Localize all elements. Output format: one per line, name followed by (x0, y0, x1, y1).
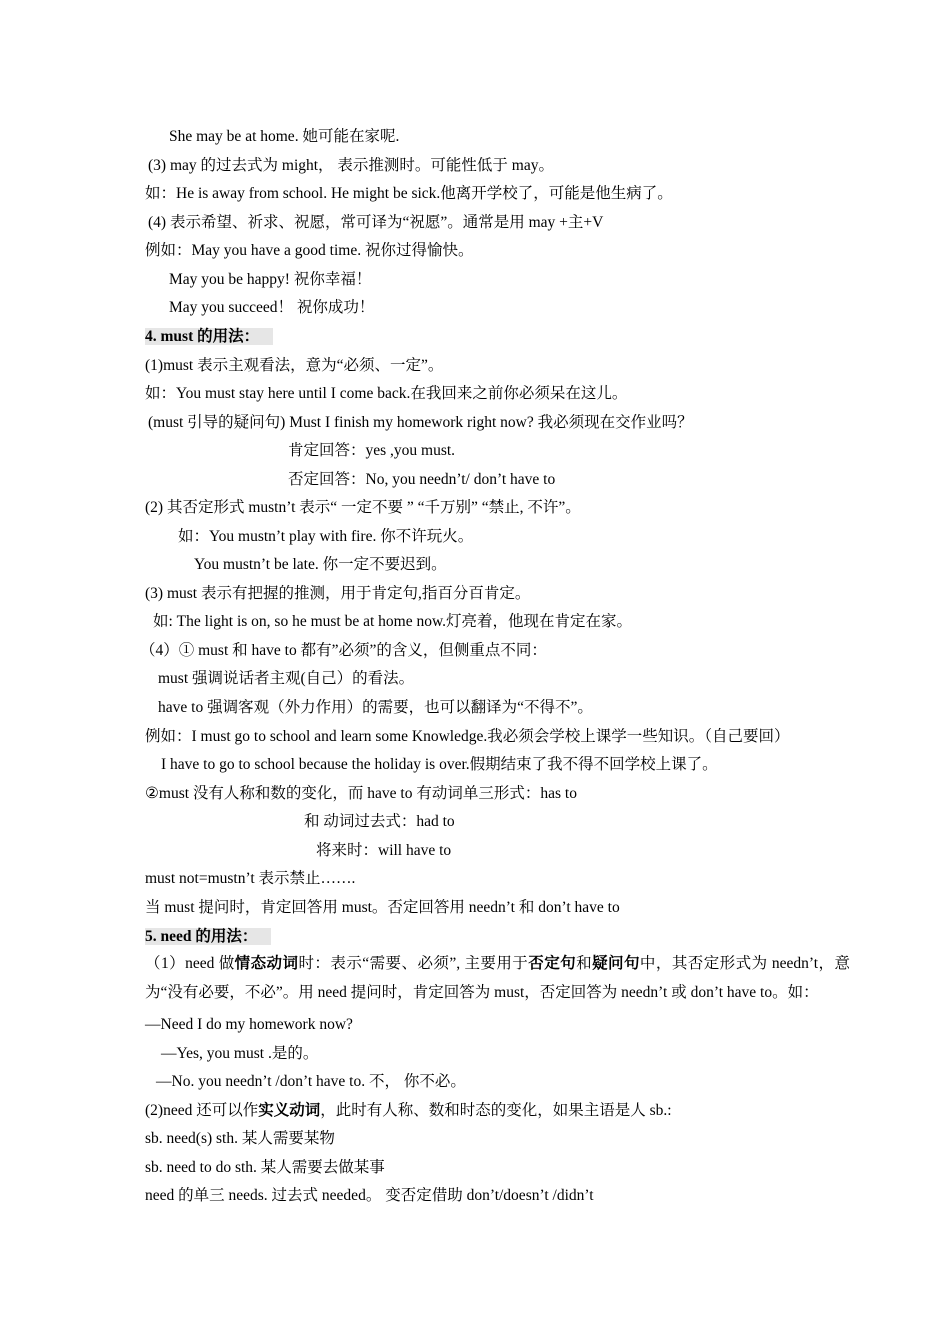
rule-line: (1)must 表示主观看法，意为“必须、一定”。 (145, 357, 444, 374)
emphasis-text: 实义动词 (258, 1102, 321, 1119)
rule-line: have to 强调客观（外力作用）的需要，也可以翻译为“不得不”。 (158, 699, 593, 716)
example-line: 例如：I must go to school and learn some Knowledge.我必须会学校上课学一些知识。（自己要回） (145, 728, 790, 745)
rule-line (145, 1101, 850, 1121)
text-span: (2)need 还可以作 (145, 1102, 259, 1119)
example-line: May you succeed！ 祝你成功！ (169, 299, 375, 316)
example-line: 如：He is away from school. He might be sick.他离开学校了，可能是他生病了。 (145, 185, 673, 202)
rule-line: (3) may 的过去式为 might， 表示推测时。可能性低于 may。 (148, 157, 554, 174)
section-heading-must (145, 327, 850, 347)
example-line: May you be happy! 祝你幸福！ (169, 271, 372, 288)
section-heading-text: 5. need 的用法： (145, 928, 271, 945)
pattern-line: sb. need(s) sth. 某人需要某物 (145, 1130, 335, 1147)
emphasis-text: 情态动词 (234, 955, 299, 972)
text-span: 和 (576, 955, 593, 972)
dialogue-line: —Need I do my homework now? (145, 1016, 353, 1033)
example-line: 如：You mustn’t play with fire. 你不许玩火。 (178, 528, 474, 545)
section-heading-need (145, 927, 850, 947)
example-line: 如: The light is on, so he must be at home now.灯亮着，他现在肯定在家。 (153, 613, 633, 630)
example-line: 如：You must stay here until I come back.在我回来之前你必须呆在这儿。 (145, 385, 628, 402)
answer-line: 肯定回答：yes ,you must. (288, 442, 456, 459)
rule-line: must 强调说话者主观(自己）的看法。 (158, 670, 415, 687)
text-span: （1）need 做 (145, 955, 235, 972)
rule-line: (4) 表示希望、祈求、祝愿，常可译为“祝愿”。通常是用 may +主+V (148, 214, 604, 231)
rule-line: 和 动词过去式：had to (304, 813, 455, 830)
rule-line: （4）① must 和 have to 都有”必须”的含义，但侧重点不同： (140, 642, 547, 659)
rule-line: ②must 没有人称和数的变化，而 have to 有动词单三形式：has to (145, 785, 577, 802)
text-span: ，此时有人称、数和时态的变化，如果主语是人 sb.: (320, 1102, 672, 1119)
rule-line: must not=mustn’t 表示禁止……. (145, 870, 356, 887)
dialogue-line: —Yes, you must .是的。 (161, 1045, 319, 1062)
pattern-line: sb. need to do sth. 某人需要去做某事 (145, 1159, 385, 1176)
example-line: (must 引导的疑问句) Must I finish my homework right now? 我必须现在交作业吗？ (148, 414, 693, 431)
example-line: 例如：May you have a good time. 祝你过得愉快。 (145, 242, 474, 259)
example-line: You mustn’t be late. 你一定不要迟到。 (194, 556, 447, 573)
text-span: 中，其否定形式为 needn’t，意为“没有必要，不必”。用 need 提问时，肯定回答为 must，否定回答为 needn’t 或 don’t have to。如： (145, 955, 850, 1001)
rule-paragraph (145, 950, 850, 1007)
text-span: 时：表示“需要、必须”, 主要用于 (298, 955, 529, 972)
rule-line: 当 must 提问时，肯定回答用 must。否定回答用 needn’t 和 don’t have to (145, 899, 620, 916)
example-line: I have to go to school because the holiday is over.假期结束了我不得不回学校上课了。 (161, 756, 718, 773)
answer-line: 否定回答：No, you needn’t/ don’t have to (288, 471, 556, 488)
rule-line: need 的单三 needs. 过去式 needed。 变否定借助 don’t/doesn’t /didn’t (145, 1187, 594, 1204)
example-line: She may be at home. 她可能在家呢. (169, 128, 400, 145)
rule-line: (2) 其否定形式 mustn’t 表示“ 一定不要 ” “千万别” “禁止, 不许”。 (145, 499, 581, 516)
emphasis-text: 否定句 (528, 955, 577, 972)
section-heading-text: 4. must 的用法： (145, 328, 273, 345)
rule-line: (3) must 表示有把握的推测，用于肯定句,指百分百肯定。 (145, 585, 531, 602)
dialogue-line: —No. you needn’t /don’t have to. 不， 你不必。 (156, 1073, 466, 1090)
rule-line: 将来时：will have to (316, 842, 452, 859)
emphasis-text: 疑问句 (592, 955, 640, 972)
